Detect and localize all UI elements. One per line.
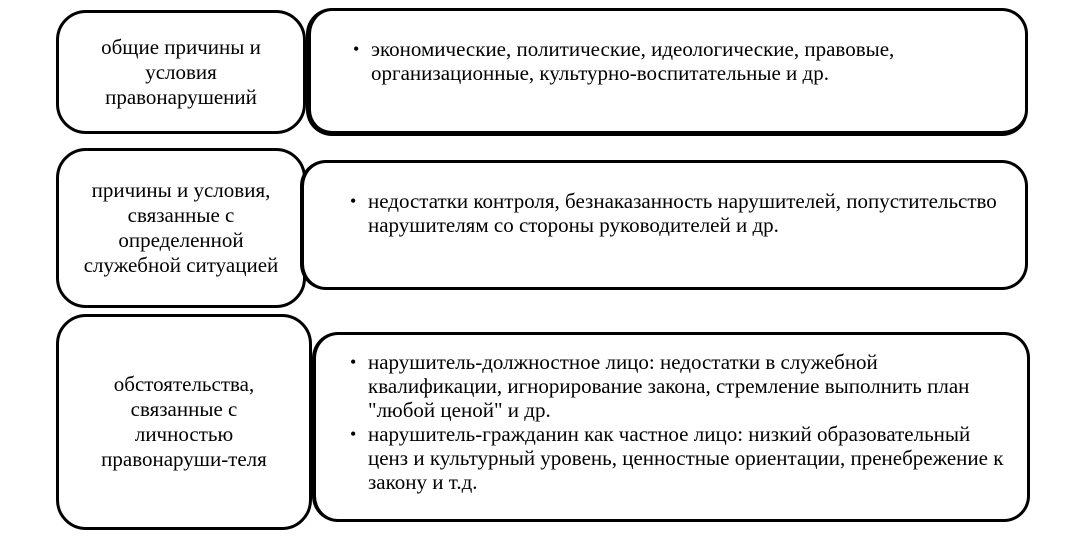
category-box-service-situation: [56, 148, 306, 308]
category-box-offender-personality: [56, 314, 312, 530]
details-list: [350, 189, 1010, 237]
list-item: • недостатки контроля, безнаказанность нарушителей, попустительство нарушителям со стороны руководителей и др.: [350, 189, 1010, 237]
details-box-offender-personality: [312, 332, 1030, 522]
category-label: общие причины и условия правонарушений: [101, 34, 261, 109]
category-label: обстоятельства, связанные с личностью правонаруши-теля: [101, 372, 267, 471]
category-box-general-causes: [56, 10, 306, 134]
details-box-service-situation: [300, 160, 1028, 290]
category-label: причины и условия, связанные с определенной служебной ситуацией: [83, 178, 279, 277]
details-box-general-causes: [306, 8, 1028, 136]
list-item: • нарушитель-гражданин как частное лицо: низкий образовательный ценз и культурный уровень, ценностные ориентации, пренебрежение к закону и т.д.: [350, 422, 1010, 494]
list-item: • экономические, политические, идеологические, правовые, организационные, культурно-воспитательные и др.: [353, 37, 1013, 85]
details-list: [353, 37, 1013, 85]
details-list: [350, 350, 1010, 494]
list-item: • нарушитель-должностное лицо: недостатки в служебной квалификации, игнорирование закона, стремление выполнить план "любой ценой" и др.: [350, 350, 1010, 422]
